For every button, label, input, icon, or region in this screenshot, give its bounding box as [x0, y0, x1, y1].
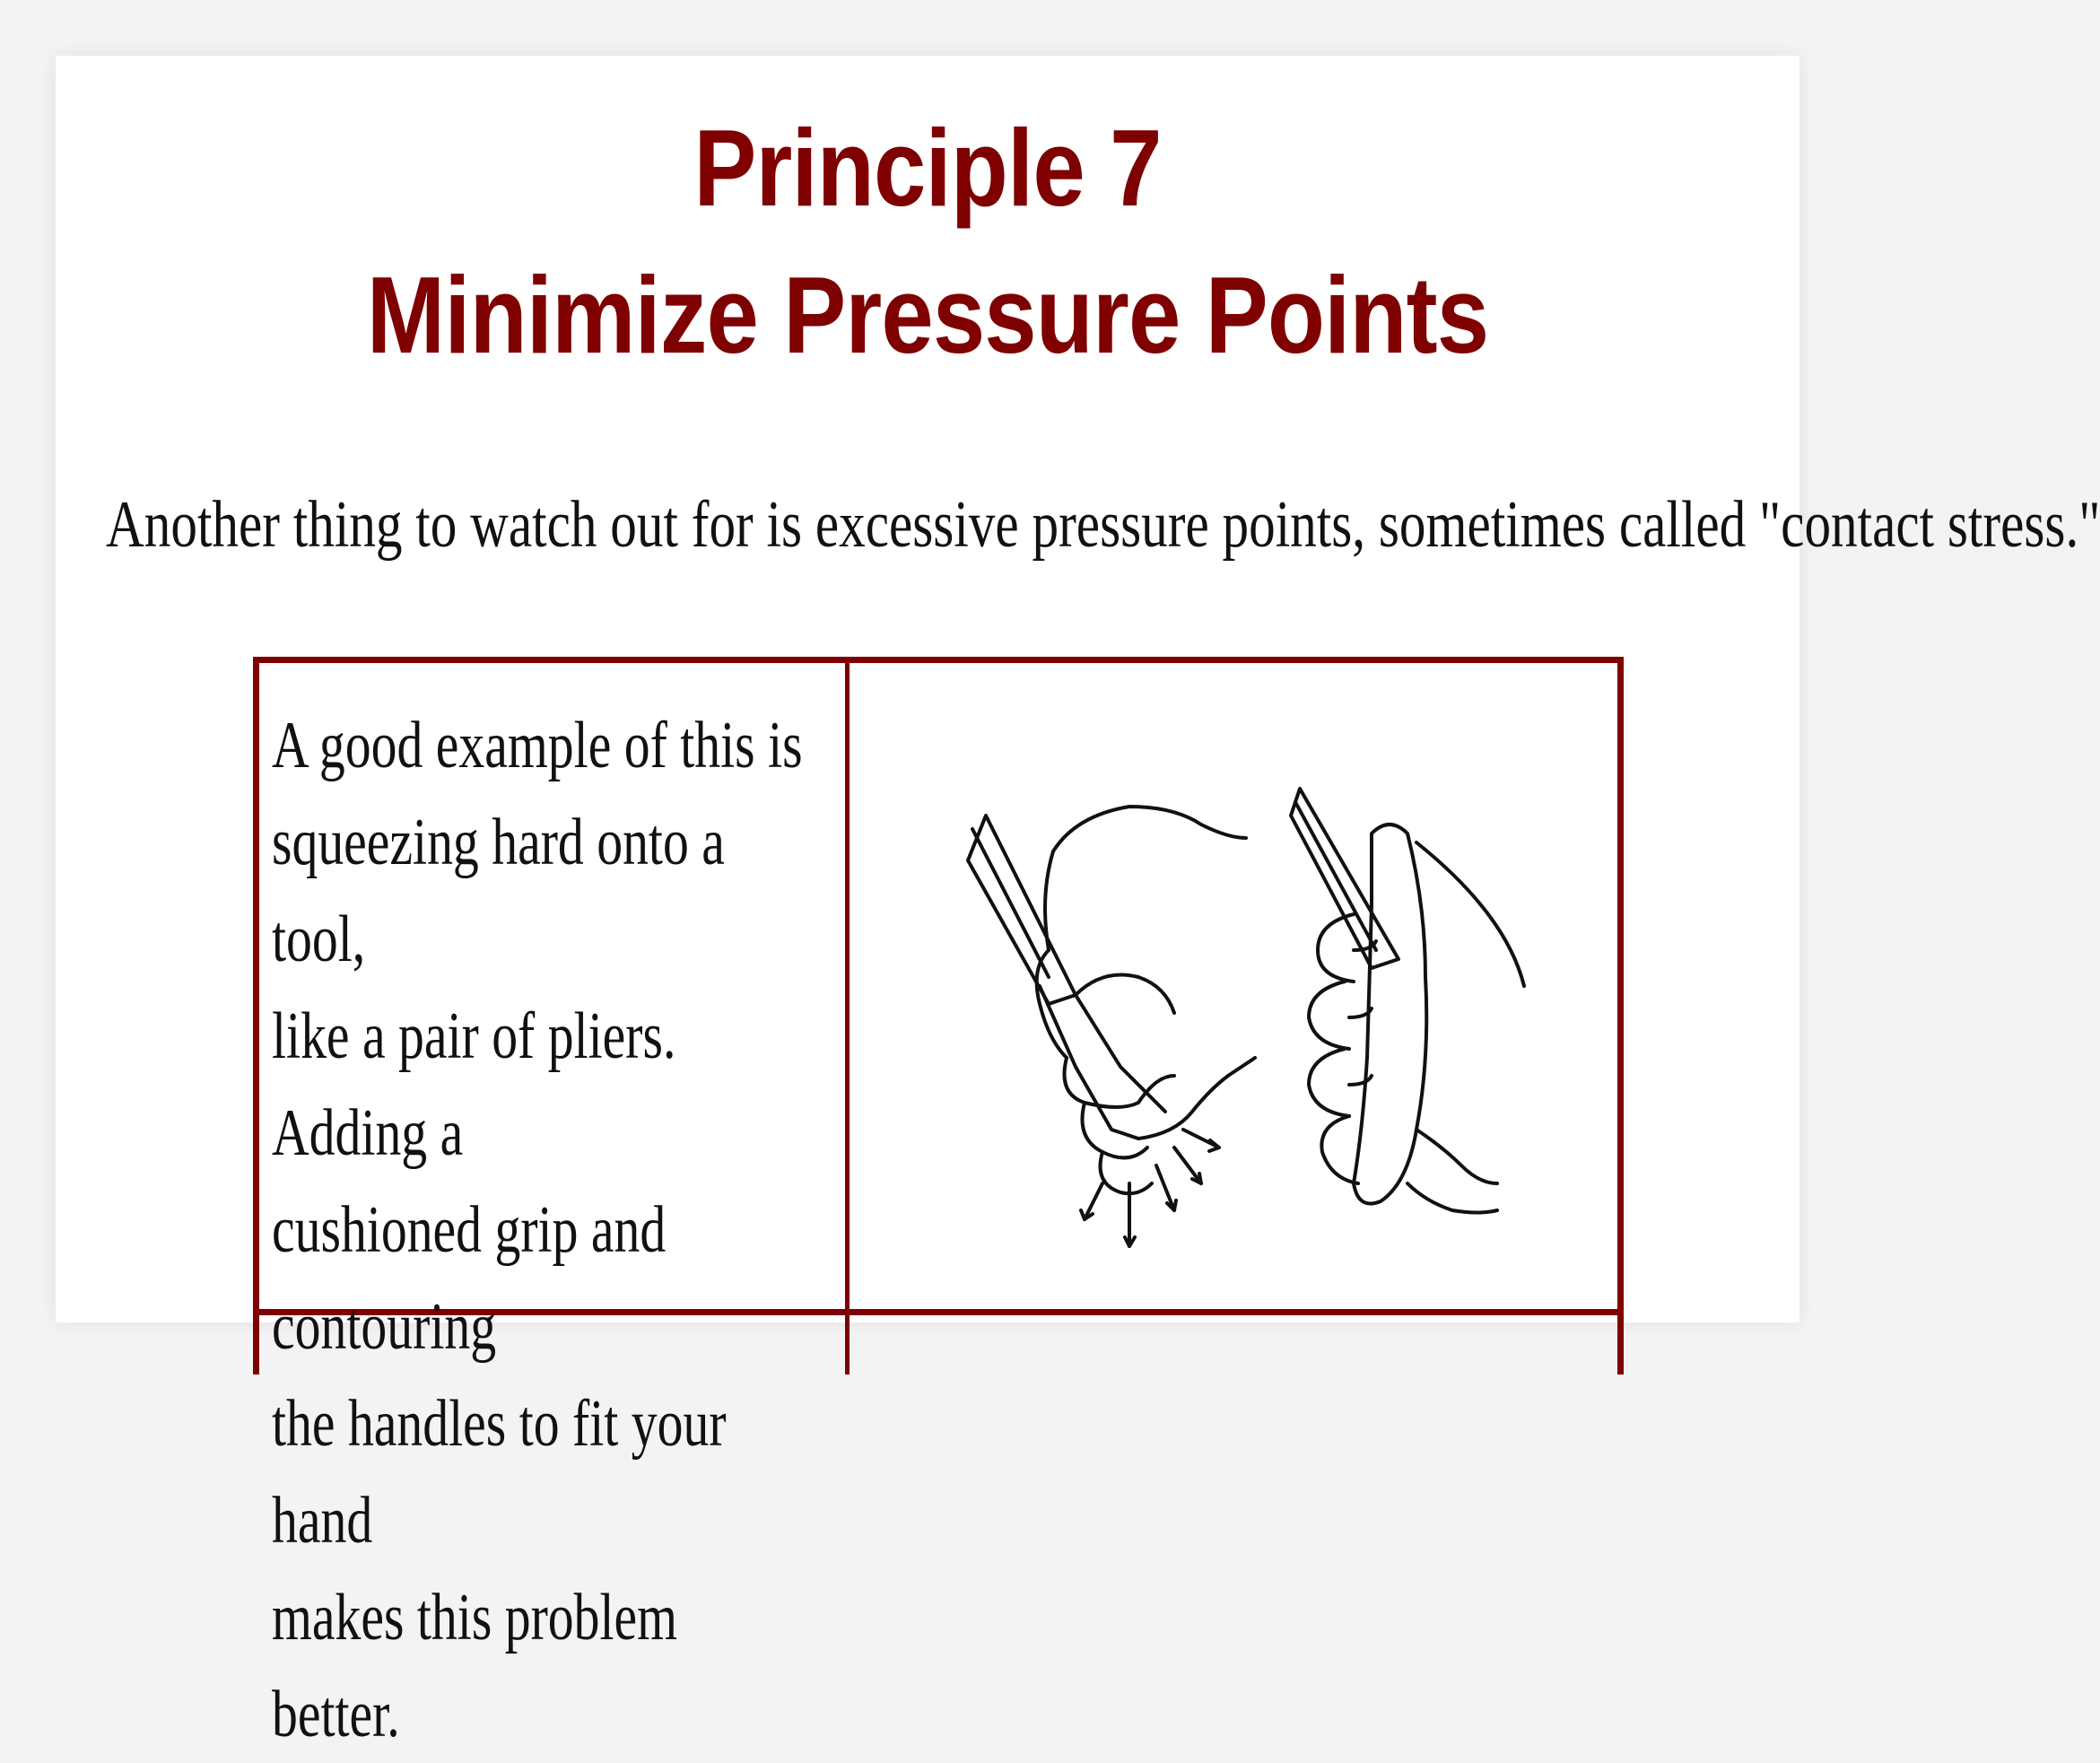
pliers-grip-illustration-icon — [869, 681, 1605, 1291]
column-divider — [845, 663, 850, 1375]
principle-number-title: Principle 7 — [693, 107, 1162, 229]
example-table — [253, 657, 1624, 1751]
principle-name-title: Minimize Pressure Points — [366, 254, 1489, 376]
document-page — [56, 56, 2100, 1751]
intro-paragraph: Another thing to watch out for is excessive pressure points, sometimes called "contact stress." — [106, 488, 2100, 562]
example-description: A good example of this is squeezing hard onto a tool, like a pair of pliers. Adding a cushioned grip and contouring the handles to fit your hand makes this problem better. — [272, 709, 803, 1751]
